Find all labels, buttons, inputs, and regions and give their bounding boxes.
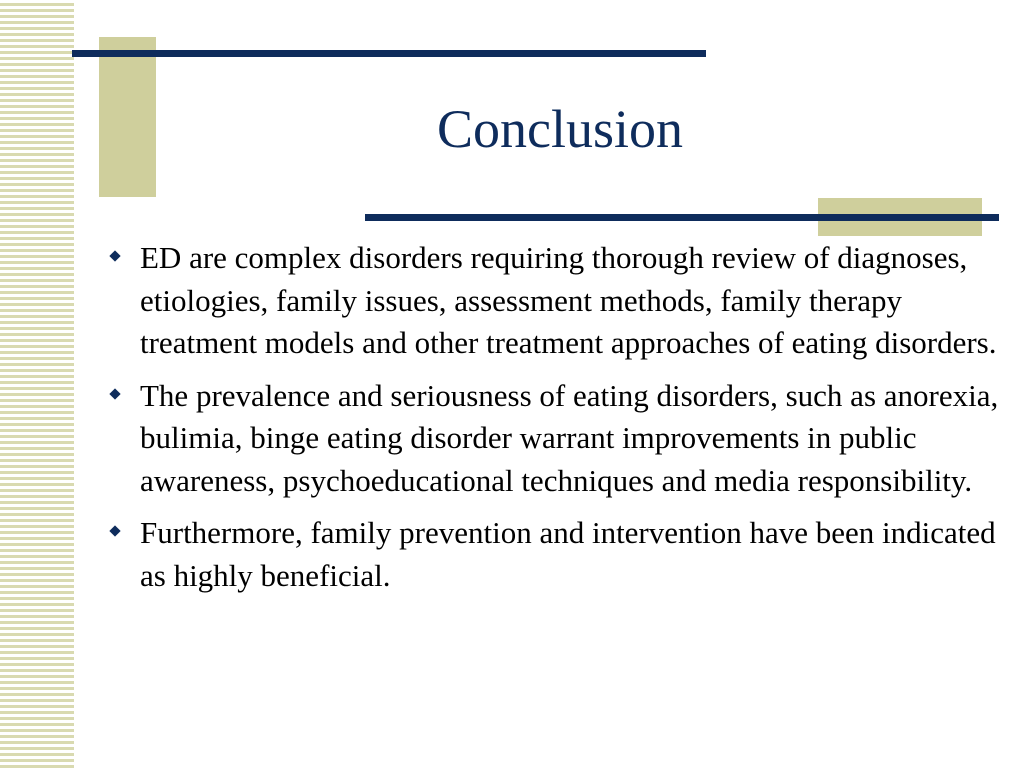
decorative-rule-top: [72, 50, 706, 57]
decorative-stripe-margin: [0, 0, 74, 768]
bullet-item: [108, 512, 1003, 597]
diamond-bullet-icon: [109, 250, 120, 261]
bullet-item: [108, 237, 1003, 365]
bullet-item: [108, 375, 1003, 503]
bullet-text: Furthermore, family prevention and intervention have been indicated as highly beneficial.: [140, 515, 996, 593]
slide-title: Conclusion: [436, 99, 683, 159]
diamond-bullet-icon: [109, 525, 120, 536]
decorative-rule-bottom: [365, 214, 999, 221]
bullet-text: The prevalence and seriousness of eating disorders, such as anorexia, bulimia, binge eating disorder warrant improvements in public awareness, psychoeducational techniques and media responsibility.: [140, 377, 999, 498]
decorative-tan-block-top-left: [99, 37, 156, 197]
bullet-text: ED are complex disorders requiring thorough review of diagnoses, etiologies, family issues, assessment methods, family therapy treatment models and other treatment approaches of eating disorders.: [140, 240, 997, 360]
diamond-bullet-icon: [109, 388, 120, 399]
bullet-list: [108, 237, 1003, 607]
